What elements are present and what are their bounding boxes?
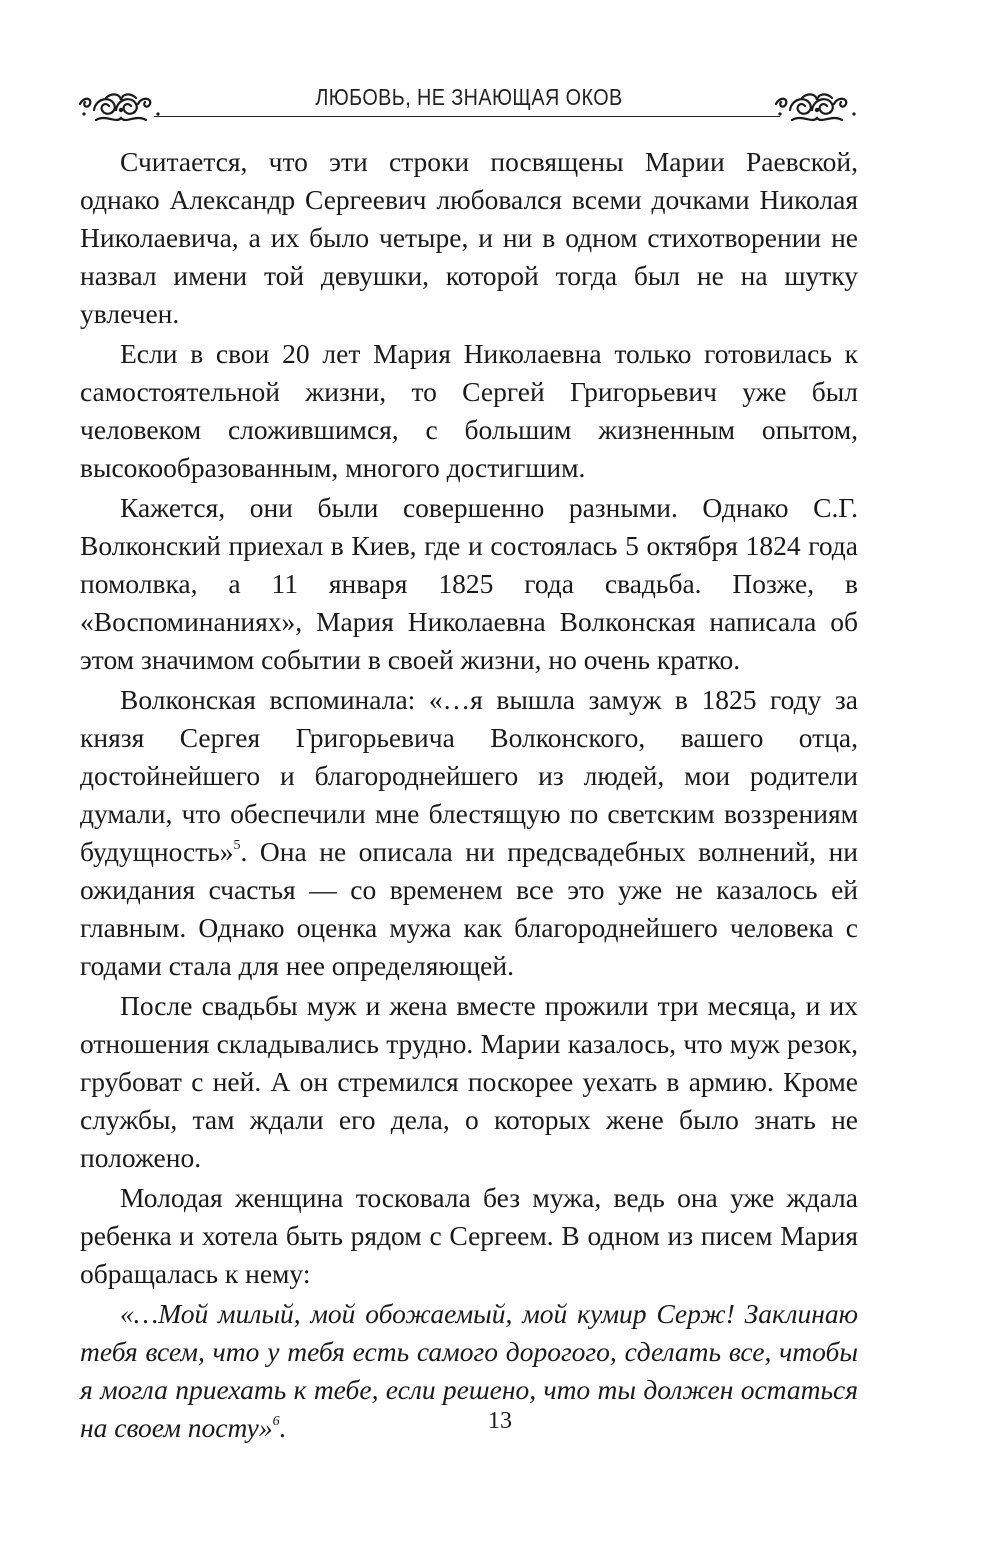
paragraph: Кажется, они были совершенно разными. Однако С.Г. Волконский приехал в Киев, где и состоялась 5 октября 1824 года помолвка, а 11 января 1825 года свадьба. Позже, в «Воспоминаниях», Мария Николаевна Волконская написала об этом значимом событии в своей жизни, но очень кратко. [80,492,858,675]
page-number: 13 [488,1408,512,1434]
header-rule [154,116,780,117]
footnote-marker[interactable]: 6 [272,1414,280,1429]
paragraph: После свадьбы муж и жена вместе прожили три месяца, и их отношения складывались трудно. Марии казалось, что муж резок, грубоват с ней. А он стремился поскорее уехать в армию. Кроме службы, там ждали его дела, о которых жене было знать не положено. [80,990,858,1173]
flourish-ornament-icon [772,90,862,130]
quote-text: «…Мой милый, мой обожаемый, мой кумир Серж! Заклинаю тебя всем, что у тебя есть самого дорогого, сделать все, чтобы я могла приехать к тебе, если решено, что ты должен остаться на своем посту» [80,1298,858,1443]
paragraph-text: Волконская вспоминала: «…я вышла замуж в 1825 году за князя Сергея Григорьевича Волконского, вашего отца, достойнейшего и благороднейшего из людей, мои родители думали, что обеспечили мне блестящую по светским воззрениям будущность» [80,684,858,867]
body-text [80,143,858,1449]
header-title: ЛЮБОВЬ, НЕ ЗНАЮЩАЯ ОКОВ [315,84,623,110]
quote-text: . [279,1412,287,1443]
paragraph: Молодая женщина тосковала без мужа, ведь она уже ждала ребенка и хотела быть рядом с Сергеем. В одном из писем Мария обращалась к нему: [80,1182,858,1289]
paragraph: Если в свои 20 лет Мария Николаевна только готовилась к самостоятельной жизни, то Сергей Григорьевич уже был человеком сложившимся, с большим жизненным опытом, высокообразованным, многого достигшим. [80,338,858,483]
paragraph: Считается, что эти строки посвящены Марии Раевской, однако Александр Сергеевич любовался всеми дочками Николая Николаевича, а их было четыре, и ни в одном стихотворении не назвал имени той девушки, которой тогда был не на шутку увлечен. [80,146,858,329]
running-header [76,80,862,130]
footnote-marker[interactable]: 5 [233,838,241,853]
paragraph [80,681,858,985]
paragraph-text: . Она не описала ни предсвадебных волнений, ни ожидания счастья — со временем все это уже не казалось ей главным. Однако оценка мужа как благороднейшего человека с годами стала для нее определяющей. [80,836,858,981]
